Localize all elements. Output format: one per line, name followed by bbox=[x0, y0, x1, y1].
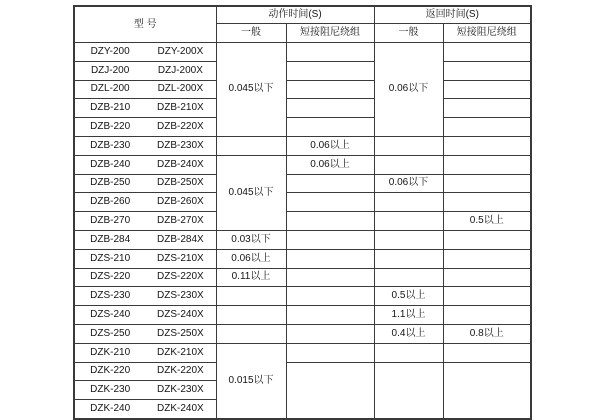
model-cell bbox=[74, 193, 216, 212]
table-row bbox=[74, 249, 531, 268]
header-return-time: 返回时间(S) bbox=[374, 6, 531, 24]
model-text: DZK-210 bbox=[90, 346, 131, 358]
value-cell-act-damping: 0.06以上 bbox=[286, 136, 374, 155]
table-row bbox=[74, 118, 531, 137]
model-cell bbox=[74, 306, 216, 325]
value-cell-ret-damping bbox=[443, 230, 531, 249]
value-cell-ret-damping bbox=[443, 118, 531, 137]
model-text: DZS-220X bbox=[157, 271, 204, 283]
model-cell bbox=[74, 249, 216, 268]
value-cell-act-damping bbox=[286, 43, 374, 62]
value-cell-ret-damping bbox=[443, 61, 531, 80]
model-text: DZB-230X bbox=[157, 139, 204, 151]
model-text: DZB-220 bbox=[90, 121, 131, 133]
value-cell-act-general: 0.06以上 bbox=[216, 249, 286, 268]
model-text: DZB-260X bbox=[157, 196, 204, 208]
value-cell-ret-damping bbox=[443, 155, 531, 174]
model-text: DZY-200X bbox=[157, 45, 204, 57]
model-cell bbox=[74, 381, 216, 400]
model-text: DZL-200 bbox=[90, 83, 130, 95]
model-cell bbox=[74, 136, 216, 155]
model-cell bbox=[74, 99, 216, 118]
model-text: DZB-284X bbox=[157, 233, 204, 245]
value-cell-act-general bbox=[216, 324, 286, 343]
value-cell-ret-damping bbox=[443, 193, 531, 212]
model-text: DZB-240 bbox=[90, 158, 131, 170]
value-cell-ret-damping bbox=[443, 268, 531, 287]
model-text: DZB-250 bbox=[90, 177, 131, 189]
table-row bbox=[74, 43, 531, 62]
value-cell-act-damping bbox=[286, 61, 374, 80]
table-row bbox=[74, 136, 531, 155]
model-text: DZY-200 bbox=[90, 45, 130, 57]
value-cell-ret-general bbox=[374, 249, 443, 268]
model-text: DZB-284 bbox=[90, 233, 131, 245]
value-cell-ret-damping bbox=[443, 306, 531, 325]
model-cell bbox=[74, 287, 216, 306]
table-row bbox=[74, 80, 531, 99]
value-cell-act-damping bbox=[286, 287, 374, 306]
table-row bbox=[74, 99, 531, 118]
model-cell bbox=[74, 324, 216, 343]
value-cell-act-damping bbox=[286, 80, 374, 99]
value-cell-act-damping bbox=[286, 212, 374, 231]
model-text: DZK-240 bbox=[90, 403, 131, 415]
value-cell-ret-general: 0.06以下 bbox=[374, 174, 443, 193]
model-text: DZS-250 bbox=[90, 327, 131, 339]
model-text: DZB-230 bbox=[90, 139, 131, 151]
value-cell-ret-damping bbox=[443, 249, 531, 268]
model-text: DZB-270 bbox=[90, 215, 131, 227]
value-cell-ret-damping bbox=[443, 43, 531, 62]
table-row bbox=[74, 61, 531, 80]
table-row bbox=[74, 155, 531, 174]
model-text: DZJ-200 bbox=[90, 64, 130, 76]
value-cell-act-damping bbox=[286, 99, 374, 118]
table-row bbox=[74, 230, 531, 249]
value-cell-ret-general bbox=[374, 268, 443, 287]
value-cell-ret-damping bbox=[443, 174, 531, 193]
model-cell bbox=[74, 155, 216, 174]
model-text: DZJ-200X bbox=[157, 64, 203, 76]
value-cell-ret-general bbox=[374, 136, 443, 155]
value-cell-act-general: 0.015以下 bbox=[216, 343, 286, 419]
value-cell-act-damping bbox=[286, 362, 374, 419]
value-cell-ret-general: 0.4以上 bbox=[374, 324, 443, 343]
value-cell-ret-general bbox=[374, 343, 443, 362]
model-text: DZK-220 bbox=[90, 365, 131, 377]
value-cell-ret-general bbox=[374, 212, 443, 231]
model-text: DZB-220X bbox=[157, 121, 204, 133]
value-cell-act-damping bbox=[286, 306, 374, 325]
model-text: DZS-220 bbox=[90, 271, 131, 283]
value-cell-act-damping bbox=[286, 268, 374, 287]
value-cell-ret-damping bbox=[443, 80, 531, 99]
header-model: 型 号 bbox=[74, 6, 216, 43]
model-text: DZB-270X bbox=[157, 215, 204, 227]
value-cell-act-damping bbox=[286, 174, 374, 193]
value-cell-ret-damping bbox=[443, 343, 531, 362]
value-cell-act-general bbox=[216, 306, 286, 325]
table-row bbox=[74, 343, 531, 362]
table-row bbox=[74, 174, 531, 193]
model-cell bbox=[74, 362, 216, 381]
header-row-groups bbox=[74, 6, 531, 24]
model-text: DZS-210X bbox=[157, 252, 204, 264]
value-cell-ret-general: 0.06以下 bbox=[374, 43, 443, 137]
value-cell-act-general: 0.045以下 bbox=[216, 43, 286, 137]
header-action-general: 一般 bbox=[216, 24, 286, 43]
value-cell-act-general bbox=[216, 287, 286, 306]
model-cell bbox=[74, 80, 216, 99]
model-text: DZK-240X bbox=[157, 403, 204, 415]
model-text: DZS-230X bbox=[157, 290, 204, 302]
table-row bbox=[74, 212, 531, 231]
header-action-damping: 短接阻尼绕组 bbox=[286, 24, 374, 43]
model-text: DZS-210 bbox=[90, 252, 131, 264]
table-row bbox=[74, 193, 531, 212]
model-text: DZS-240 bbox=[90, 309, 131, 321]
table-row bbox=[74, 287, 531, 306]
value-cell-act-damping bbox=[286, 230, 374, 249]
value-cell-act-damping bbox=[286, 343, 374, 362]
table-header bbox=[74, 6, 531, 43]
value-cell-act-damping bbox=[286, 193, 374, 212]
value-cell-act-damping: 0.06以上 bbox=[286, 155, 374, 174]
table-body bbox=[74, 43, 531, 419]
model-text: DZK-230 bbox=[90, 384, 131, 396]
model-cell bbox=[74, 61, 216, 80]
spec-table bbox=[73, 5, 532, 420]
value-cell-act-damping bbox=[286, 324, 374, 343]
model-text: DZS-230 bbox=[90, 290, 131, 302]
value-cell-ret-general bbox=[374, 230, 443, 249]
header-action-time: 动作时间(S) bbox=[216, 6, 374, 24]
value-cell-ret-general: 1.1以上 bbox=[374, 306, 443, 325]
value-cell-ret-damping bbox=[443, 99, 531, 118]
table-row bbox=[74, 324, 531, 343]
value-cell-act-damping bbox=[286, 118, 374, 137]
model-cell bbox=[74, 268, 216, 287]
value-cell-ret-damping bbox=[443, 287, 531, 306]
value-cell-ret-damping bbox=[443, 136, 531, 155]
table-row bbox=[74, 306, 531, 325]
value-cell-ret-general bbox=[374, 362, 443, 419]
header-return-general: 一般 bbox=[374, 24, 443, 43]
model-text: DZL-200X bbox=[157, 83, 204, 95]
value-cell-act-general bbox=[216, 136, 286, 155]
model-text: DZB-260 bbox=[90, 196, 131, 208]
table-row bbox=[74, 268, 531, 287]
value-cell-act-damping bbox=[286, 249, 374, 268]
model-cell bbox=[74, 212, 216, 231]
value-cell-ret-damping bbox=[443, 362, 531, 419]
model-cell bbox=[74, 43, 216, 62]
model-text: DZK-220X bbox=[157, 365, 204, 377]
model-text: DZB-240X bbox=[157, 158, 204, 170]
model-cell bbox=[74, 343, 216, 362]
model-cell bbox=[74, 400, 216, 419]
value-cell-ret-general bbox=[374, 193, 443, 212]
value-cell-ret-damping: 0.8以上 bbox=[443, 324, 531, 343]
model-text: DZK-230X bbox=[157, 384, 204, 396]
value-cell-act-general: 0.03以下 bbox=[216, 230, 286, 249]
model-cell bbox=[74, 230, 216, 249]
model-cell bbox=[74, 174, 216, 193]
value-cell-ret-general: 0.5以上 bbox=[374, 287, 443, 306]
model-text: DZK-210X bbox=[157, 346, 204, 358]
model-cell bbox=[74, 118, 216, 137]
value-cell-act-general: 0.045以下 bbox=[216, 155, 286, 230]
value-cell-act-general: 0.11以上 bbox=[216, 268, 286, 287]
model-text: DZS-240X bbox=[157, 309, 204, 321]
model-text: DZS-250X bbox=[157, 327, 204, 339]
table-row bbox=[74, 362, 531, 381]
value-cell-ret-damping: 0.5以上 bbox=[443, 212, 531, 231]
model-text: DZB-210X bbox=[157, 102, 204, 114]
header-return-damping: 短接阻尼绕组 bbox=[443, 24, 531, 43]
value-cell-ret-general bbox=[374, 155, 443, 174]
model-text: DZB-250X bbox=[157, 177, 204, 189]
model-text: DZB-210 bbox=[90, 102, 131, 114]
